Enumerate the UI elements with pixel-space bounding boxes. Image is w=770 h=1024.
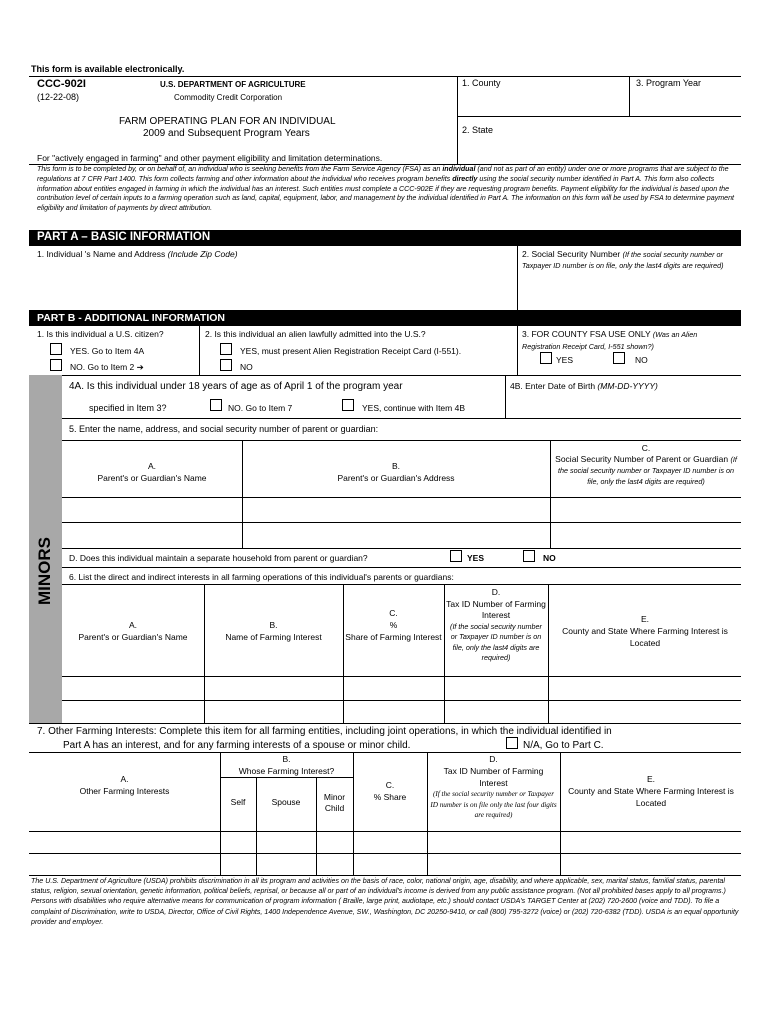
alien-no-label: NO: [240, 362, 253, 372]
q5-row2-ssn-cell[interactable]: [550, 522, 741, 547]
form-subtitle: 2009 and Subsequent Program Years: [143, 128, 310, 139]
availability-note: This form is available electronically.: [31, 64, 185, 74]
under-18-no-checkbox[interactable]: [210, 399, 222, 411]
name-address-field[interactable]: [40, 262, 510, 306]
item7-row2-self-cell[interactable]: [220, 853, 256, 875]
program-year-field[interactable]: [640, 90, 735, 112]
q6-row2-location-cell[interactable]: [548, 700, 741, 723]
part-b-heading: PART B - ADDITIONAL INFORMATION: [29, 310, 741, 326]
q6-row1-location-cell[interactable]: [548, 676, 741, 700]
minors-sidebar: [29, 375, 62, 723]
form-date: (12-22-08): [37, 92, 80, 102]
q6-col-e-header: E. County and State Where Farming Interest is Located: [562, 614, 728, 648]
purpose-statement: For "actively engaged in farming" and other payment eligibility and limitation determinations.: [37, 153, 383, 163]
q6-col-b-header: B. Name of Farming Interest: [225, 620, 322, 642]
card-shown-no-checkbox[interactable]: [613, 352, 625, 364]
citizen-yes-label: YES. Go to Item 4A: [70, 346, 145, 356]
county-label: 1. County: [462, 78, 501, 88]
alien-no-checkbox[interactable]: [220, 359, 232, 371]
item7-self-header: Self: [230, 797, 246, 807]
parent-interests-instruction: 6. List the direct and indirect interests in all farming operations of this individual's parents or guardians:: [69, 572, 454, 582]
q5-col-b-header: B. Parent's or Guardian's Address: [337, 461, 455, 483]
item7-row1-taxid-cell[interactable]: [427, 831, 560, 853]
non-discrimination-statement: The U.S. Department of Agriculture (USDA) prohibits discrimination in all its program and activities on the basis of race, color, national origin, age, disability, and where applicable, sex, marital status, familial status, parental status, religion, sexual orientation, genetic information, political beliefs, reprisal, or because all or part of an individual's income is derived from any public assistance program. (Not all prohibited bases apply to all programs.) Persons with disabilities who require alternative means for communication of program information ( Braille, large print, audiotape, etc.) should contact USDA's TARGET Center at (202) 720-2600 (voice and TDD). To file a complaint of Discrimination, write to USDA, Director, Office of Civil Rights, 1400 Independence Avenue, SW., Washington, DC 20250-9410, or call (800) 795-3272 (voice) or (202) 720-6382 (TDD). USDA is an equal opportunity provider and employer.: [31, 877, 739, 926]
part-a-heading: PART A – BASIC INFORMATION: [29, 230, 741, 246]
q6-row1-name-cell[interactable]: [62, 676, 204, 700]
item7-minor-child-header: Minor Child: [323, 792, 346, 813]
item7-row1-share-cell[interactable]: [353, 831, 427, 853]
item7-row2-share-cell[interactable]: [353, 853, 427, 875]
na-part-c-label: N/A, Go to Part C.: [523, 740, 604, 751]
other-interests-instruction: 7. Other Farming Interests: Complete this item for all farming entities, including joint operations, in which the individual identified in: [37, 726, 612, 737]
under-18-question: 4A. Is this individual under 18 years of age as of April 1 of the program year: [69, 381, 403, 392]
q6-col-a-header: A. Parent's or Guardian's Name: [78, 620, 188, 642]
item7-col-a-header: A. Other Farming Interests: [79, 774, 170, 796]
q5-row1-name-cell[interactable]: [62, 497, 242, 522]
q6-col-d-header: D. Tax ID Number of Farming Interest (If the social security number or Taxpayer ID number is on file, only the last4 digits are required): [446, 587, 546, 662]
item7-row1-location-cell[interactable]: [560, 831, 741, 853]
form-number: CCC-902I: [37, 78, 86, 90]
item7-row2-interest-cell[interactable]: [29, 853, 220, 875]
item7-row1-minor-cell[interactable]: [316, 831, 353, 853]
separate-household-question: D. Does this individual maintain a separate household from parent or guardian?: [69, 553, 368, 563]
county-field[interactable]: [470, 90, 620, 112]
item7-row1-interest-cell[interactable]: [29, 831, 220, 853]
citizen-question: 1. Is this individual a U.S. citizen?: [37, 329, 164, 339]
q6-row2-taxid-cell[interactable]: [444, 700, 548, 723]
card-shown-yes-label: YES: [556, 355, 574, 365]
q6-row2-interest-cell[interactable]: [204, 700, 343, 723]
item7-col-b-header: B. Whose Farming Interest?: [238, 754, 335, 776]
item7-col-c-header: C. % Share: [373, 780, 407, 802]
form-title: FARM OPERATING PLAN FOR AN INDIVIDUAL: [119, 116, 336, 127]
county-use-label: 3. FOR COUNTY FSA USE ONLY (Was an Alien Registration Receipt Card, I-551 shown?): [522, 329, 698, 351]
under-18-yes-checkbox[interactable]: [342, 399, 354, 411]
q5-row2-address-cell[interactable]: [242, 522, 550, 547]
q5-row2-name-cell[interactable]: [62, 522, 242, 547]
separate-household-yes-checkbox[interactable]: [450, 550, 462, 562]
corporation-name: Commodity Credit Corporation: [174, 93, 283, 102]
ssn-label: 2. Social Security Number (If the social security number or Taxpayer ID number is on file, only the last4 digits are required): [522, 249, 724, 270]
citizen-no-label: NO. Go to Item 2 ➔: [70, 362, 144, 372]
item7-row1-self-cell[interactable]: [220, 831, 256, 853]
item7-row2-taxid-cell[interactable]: [427, 853, 560, 875]
state-label: 2. State: [462, 125, 494, 135]
name-address-label: 1. Individual 's Name and Address (Include Zip Code): [37, 249, 238, 259]
q5-col-c-header: C. Social Security Number of Parent or Guardian (If the social security number or Taxpayer ID number is on file, only the last4 digits are required): [555, 443, 737, 486]
q6-row1-share-cell[interactable]: [343, 676, 444, 700]
q6-row1-taxid-cell[interactable]: [444, 676, 548, 700]
separate-household-no-checkbox[interactable]: [523, 550, 535, 562]
q5-row1-ssn-cell[interactable]: [550, 497, 741, 522]
parent-guardian-instruction: 5. Enter the name, address, and social security number of parent or guardian:: [69, 424, 379, 434]
under-18-question-cont: specified in Item 3?: [89, 403, 167, 413]
department-name: U.S. DEPARTMENT OF AGRICULTURE: [160, 80, 306, 89]
item7-spouse-header: Spouse: [271, 797, 301, 807]
item7-col-e-header: E. County and State Where Farming Interest is Located: [568, 774, 734, 808]
birth-date-field[interactable]: [515, 395, 735, 415]
under-18-yes-label: YES, continue with Item 4B: [362, 403, 465, 413]
separate-household-no-label: NO: [543, 553, 556, 563]
minors-label: MINORS: [35, 537, 54, 605]
card-shown-yes-checkbox[interactable]: [540, 352, 552, 364]
citizen-no-checkbox[interactable]: [50, 359, 62, 371]
item7-row2-spouse-cell[interactable]: [256, 853, 316, 875]
q6-col-c-header: C. % Share of Farming Interest: [345, 608, 442, 642]
card-shown-no-label: NO: [635, 355, 648, 365]
q6-row1-interest-cell[interactable]: [204, 676, 343, 700]
na-part-c-checkbox[interactable]: [506, 737, 518, 749]
ssn-field[interactable]: [525, 285, 735, 307]
q6-row2-share-cell[interactable]: [343, 700, 444, 723]
q5-col-a-header: A. Parent's or Guardian's Name: [97, 461, 207, 483]
q6-row2-name-cell[interactable]: [62, 700, 204, 723]
under-18-no-label: NO. Go to Item 7: [228, 403, 293, 413]
item7-row1-spouse-cell[interactable]: [256, 831, 316, 853]
item7-row2-location-cell[interactable]: [560, 853, 741, 875]
separate-household-yes-label: YES: [467, 553, 485, 563]
alien-question: 2. Is this individual an alien lawfully admitted into the U.S.?: [205, 329, 426, 339]
q5-row1-address-cell[interactable]: [242, 497, 550, 522]
other-interests-instruction-cont: Part A has an interest, and for any farming interests of a spouse or minor child.: [63, 740, 411, 751]
state-field[interactable]: [470, 138, 730, 160]
alien-yes-checkbox[interactable]: [220, 343, 232, 355]
intro-paragraph: This form is to be completed by, or on behalf of, an individual who is seeking benefits from the Farm Service Agency (FSA) as an individual (and not as part of an entity) under one or more programs that are subject to the regulations at 7 CFR Part 1400. This form collects farming and other information about the individual who receives program benefits directly using the social security number identified in Part A. This form also collects information about entities engaged in farming in which the individual has an interest. Such entities must complete a CCC-902E if they are requesting program benefits. Payment eligibility for the individual is based upon the contribution level of certain inputs to a farming operation such as land, capital, equipment, labor, and management by the individual identified in Part A. The information on this form will be used by FSA to determine payment eligibility and limitation of payments by direct attribution.: [37, 165, 735, 213]
birth-date-label: 4B. Enter Date of Birth (MM-DD-YYYY): [510, 381, 658, 391]
item7-row2-minor-cell[interactable]: [316, 853, 353, 875]
program-year-label: 3. Program Year: [636, 78, 702, 88]
item7-col-d-header: D. Tax ID Number of Farming Interest (If the social security number or Taxpayer ID number is on file only the last four digits are required): [430, 754, 557, 819]
citizen-yes-checkbox[interactable]: [50, 343, 62, 355]
alien-yes-label: YES, must present Alien Registration Receipt Card (I-551).: [240, 346, 462, 356]
